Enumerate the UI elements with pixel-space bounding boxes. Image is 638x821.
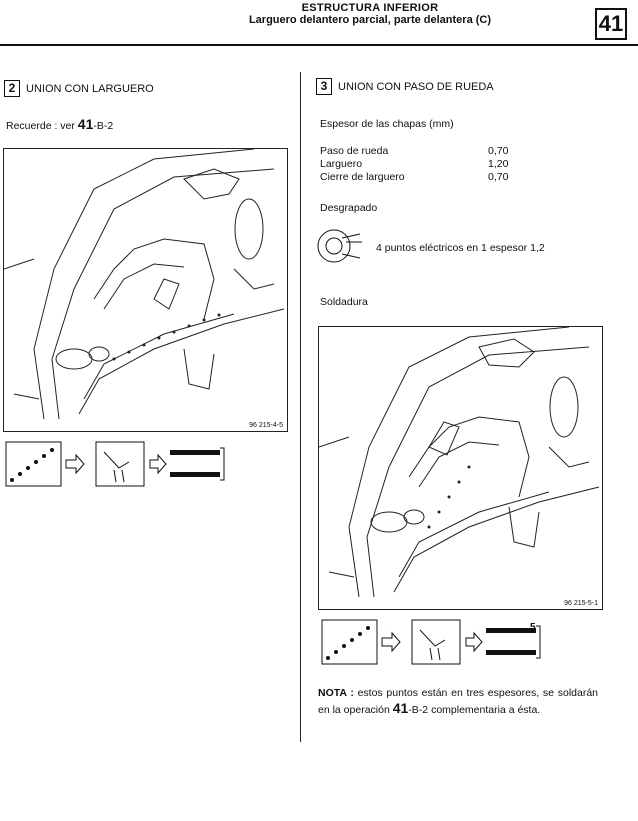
recuerde-suffix: -B-2: [93, 120, 114, 132]
left-section-title: UNION CON LARGUERO: [26, 82, 154, 95]
thickness-row-value: 1,20: [488, 158, 509, 170]
header-title: ESTRUCTURA INFERIOR: [301, 2, 439, 14]
right-section-title: UNION CON PASO DE RUEDA: [338, 80, 494, 93]
spot-weld-diagonal-icon: [6, 442, 61, 486]
soldadura-title: Soldadura: [320, 296, 368, 308]
drill-icon: [316, 224, 366, 266]
arrow-right-icon: [66, 455, 84, 473]
desgrapado-text: 4 puntos eléctricos en 1 espesor 1,2: [376, 242, 545, 254]
header-rule: [0, 44, 638, 46]
note-text: estos puntos están en tres espesores, se soldarán en la operación: [318, 687, 599, 716]
note-tail: complementaria a ésta.: [431, 704, 541, 716]
right-section-box: 3: [316, 78, 332, 95]
arrow-right-icon: [382, 633, 400, 651]
weld-gun-icon: [412, 620, 460, 664]
arrow-right-icon-2: [150, 455, 166, 473]
left-figure-caption: 96 215-4-5: [249, 422, 283, 429]
thickness-row-value: 0,70: [488, 171, 509, 183]
welded-sheets-icon: [170, 448, 224, 480]
note: [318, 686, 598, 718]
left-figure: [3, 148, 288, 432]
car-structure-drawing: [4, 149, 287, 431]
thickness-title: Espesor de las chapas (mm): [320, 118, 454, 130]
thickness-row-part: Cierre de larguero: [320, 171, 405, 183]
left-weld-icons: [4, 440, 234, 490]
car-structure-drawing-2: [319, 327, 602, 609]
left-section-box: 2: [4, 80, 20, 97]
section-number: 41: [595, 8, 627, 40]
right-weld-icons: [320, 618, 550, 668]
header-subtitle: Larguero delantero parcial, parte delantera (C): [248, 14, 492, 26]
note-ref-suffix: -B-2: [408, 704, 429, 716]
desgrapado-title: Desgrapado: [320, 202, 378, 214]
left-section-heading: [4, 80, 154, 97]
thickness-row-value: 0,70: [488, 145, 509, 157]
thickness-row-part: Paso de rueda: [320, 145, 389, 157]
recuerde-prefix: Recuerde : ver: [6, 120, 75, 132]
right-figure-caption: 96 215-5-1: [564, 600, 598, 607]
weld-count: 5: [530, 622, 536, 633]
right-figure: [318, 326, 603, 610]
note-ref: 41: [392, 700, 409, 716]
thickness-row-part: Larguero: [320, 158, 363, 170]
spot-weld-diagonal-icon: [322, 620, 377, 664]
column-divider: [300, 72, 301, 742]
recuerde-ref: 41: [77, 116, 94, 132]
note-label: NOTA :: [318, 687, 354, 699]
weld-gun-icon: [96, 442, 144, 486]
right-section-heading: [316, 78, 494, 95]
recuerde-line: [6, 116, 113, 132]
arrow-right-icon-2: [466, 633, 482, 651]
